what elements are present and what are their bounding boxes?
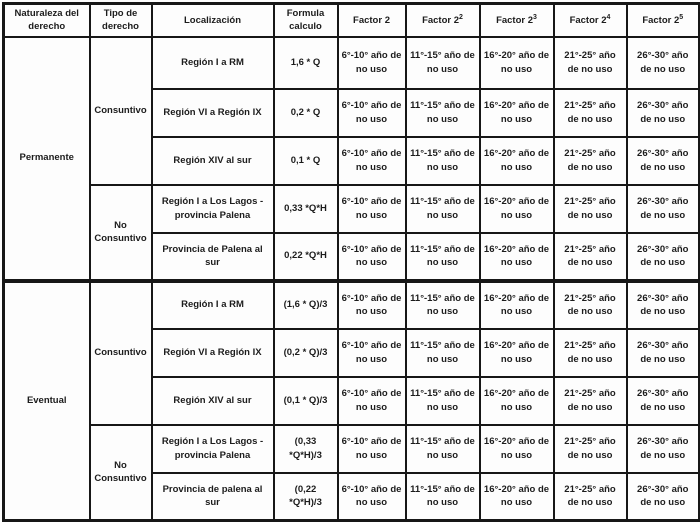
factor-cell: 16°-20° año de no uso (480, 233, 554, 281)
localizacion-cell: Región I a Los Lagos - provincia Palena (152, 425, 274, 473)
factor-cell: 6°-10° año de no uso (338, 137, 406, 185)
col-header-localizacion: Localización (152, 4, 274, 37)
col-header-factor-2 (406, 4, 480, 37)
col-header-naturaleza: Naturaleza del derecho (4, 4, 90, 37)
formula-cell: (1,6 * Q)/3 (274, 281, 338, 329)
factor-cell: 26°-30° año de no uso (627, 425, 700, 473)
header-row (4, 4, 700, 37)
factor-cell: 26°-30° año de no uso (627, 329, 700, 377)
factor-cell: 6°-10° año de no uso (338, 185, 406, 233)
factor-cell: 16°-20° año de no uso (480, 329, 554, 377)
tipo-cell-consuntivo: Consuntivo (90, 281, 152, 425)
table-row (4, 185, 700, 233)
formula-cell: 0,33 *Q*H (274, 185, 338, 233)
factor-cell: 6°-10° año de no uso (338, 281, 406, 329)
factor-cell: 11°-15° año de no uso (406, 233, 480, 281)
factor-cell: 16°-20° año de no uso (480, 89, 554, 137)
localizacion-cell: Región I a Los Lagos - provincia Palena (152, 185, 274, 233)
col-header-factor-3 (480, 4, 554, 37)
factor-cell: 6°-10° año de no uso (338, 377, 406, 425)
factor-exponent: 5 (679, 13, 684, 21)
naturaleza-cell-permanente: Permanente (4, 37, 90, 281)
factor-cell: 16°-20° año de no uso (480, 425, 554, 473)
factor-cell: 26°-30° año de no uso (627, 377, 700, 425)
factor-cell: 11°-15° año de no uso (406, 37, 480, 89)
water-rights-factor-table (2, 2, 700, 522)
factor-cell: 6°-10° año de no uso (338, 473, 406, 521)
localizacion-cell: Provincia de Palena al sur (152, 233, 274, 281)
localizacion-cell: Región XIV al sur (152, 137, 274, 185)
factor-cell: 16°-20° año de no uso (480, 473, 554, 521)
factor-exponent: 3 (533, 13, 537, 21)
factor-label: Factor 2 (422, 14, 460, 26)
factor-cell: 21°-25° año de no uso (554, 425, 627, 473)
col-header-formula: Formula calculo (274, 4, 338, 37)
formula-cell: 0,1 * Q (274, 137, 338, 185)
factor-cell: 21°-25° año de no uso (554, 329, 627, 377)
tipo-cell-consuntivo: Consuntivo (90, 37, 152, 185)
factor-cell: 21°-25° año de no uso (554, 89, 627, 137)
factor-cell: 21°-25° año de no uso (554, 233, 627, 281)
factor-cell: 6°-10° año de no uso (338, 329, 406, 377)
localizacion-cell: Región VI a Región IX (152, 89, 274, 137)
tipo-cell-no-consuntivo: No Consuntivo (90, 185, 152, 281)
factor-label: Factor 2 (569, 14, 607, 26)
localizacion-cell: Región VI a Región IX (152, 329, 274, 377)
factor-cell: 11°-15° año de no uso (406, 329, 480, 377)
formula-cell: 0,2 * Q (274, 89, 338, 137)
factor-cell: 11°-15° año de no uso (406, 473, 480, 521)
factor-cell: 21°-25° año de no uso (554, 37, 627, 89)
formula-cell: 0,22 *Q*H (274, 233, 338, 281)
factor-cell: 11°-15° año de no uso (406, 281, 480, 329)
factor-cell: 11°-15° año de no uso (406, 377, 480, 425)
factor-label: Factor 2 (353, 14, 390, 26)
col-header-factor-5 (627, 4, 700, 37)
factor-cell: 6°-10° año de no uso (338, 425, 406, 473)
col-header-tipo: Tipo de derecho (90, 4, 152, 37)
factor-cell: 26°-30° año de no uso (627, 137, 700, 185)
tipo-cell-no-consuntivo: No Consuntivo (90, 425, 152, 521)
factor-cell: 21°-25° año de no uso (554, 137, 627, 185)
factor-cell: 11°-15° año de no uso (406, 185, 480, 233)
factor-cell: 21°-25° año de no uso (554, 473, 627, 521)
localizacion-cell: Región I a RM (152, 37, 274, 89)
factor-cell: 21°-25° año de no uso (554, 377, 627, 425)
formula-cell: (0,33 *Q*H)/3 (274, 425, 338, 473)
factor-cell: 11°-15° año de no uso (406, 137, 480, 185)
factor-cell: 6°-10° año de no uso (338, 233, 406, 281)
table-row (4, 281, 700, 329)
factor-cell: 11°-15° año de no uso (406, 89, 480, 137)
factor-cell: 26°-30° año de no uso (627, 89, 700, 137)
factor-cell: 16°-20° año de no uso (480, 185, 554, 233)
table-row (4, 37, 700, 89)
factor-cell: 26°-30° año de no uso (627, 37, 700, 89)
col-header-factor-1 (338, 4, 406, 37)
factor-cell: 11°-15° año de no uso (406, 425, 480, 473)
col-header-factor-4 (554, 4, 627, 37)
factor-label: Factor 2 (496, 14, 534, 26)
factor-cell: 26°-30° año de no uso (627, 233, 700, 281)
formula-cell: (0,2 * Q)/3 (274, 329, 338, 377)
factor-cell: 16°-20° año de no uso (480, 281, 554, 329)
localizacion-cell: Región XIV al sur (152, 377, 274, 425)
formula-cell: (0,22 *Q*H)/3 (274, 473, 338, 521)
formula-cell: (0,1 * Q)/3 (274, 377, 338, 425)
factor-cell: 16°-20° año de no uso (480, 377, 554, 425)
factor-cell: 21°-25° año de no uso (554, 281, 627, 329)
formula-cell: 1,6 * Q (274, 37, 338, 89)
factor-cell: 21°-25° año de no uso (554, 185, 627, 233)
factor-cell: 6°-10° año de no uso (338, 89, 406, 137)
factor-cell: 16°-20° año de no uso (480, 137, 554, 185)
localizacion-cell: Provincia de palena al sur (152, 473, 274, 521)
factor-exponent: 4 (606, 13, 611, 21)
factor-cell: 26°-30° año de no uso (627, 473, 700, 521)
factor-label: Factor 2 (642, 14, 680, 26)
naturaleza-cell-eventual: Eventual (4, 281, 90, 521)
factor-cell: 26°-30° año de no uso (627, 281, 700, 329)
table-row (4, 425, 700, 473)
localizacion-cell: Región I a RM (152, 281, 274, 329)
factor-exponent: 2 (459, 13, 463, 21)
factor-cell: 26°-30° año de no uso (627, 185, 700, 233)
factor-cell: 16°-20° año de no uso (480, 37, 554, 89)
factor-cell: 6°-10° año de no uso (338, 37, 406, 89)
